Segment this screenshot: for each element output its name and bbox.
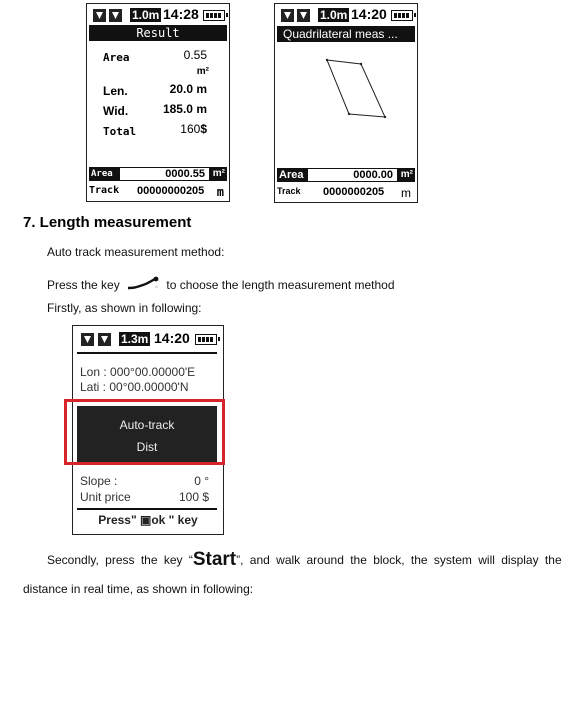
satellite-icon	[297, 9, 310, 22]
curve-key-icon	[125, 276, 161, 292]
row-label: Len.	[103, 84, 128, 98]
press-key-text-end: to choose the length measurement method	[166, 278, 395, 292]
result-row-total	[103, 122, 207, 140]
paragraph-firstly: Firstly, as shown in following:	[47, 301, 202, 315]
row-value: 20.0 m	[169, 82, 207, 96]
vertex-point	[360, 63, 362, 65]
area-field	[277, 168, 415, 182]
track-label: Track	[89, 185, 120, 196]
satellite-icon	[109, 9, 122, 22]
price-row	[80, 490, 209, 504]
result-screen	[86, 3, 230, 202]
satellite-icon	[93, 9, 106, 22]
row-value	[180, 122, 207, 136]
menu-highlight-box	[64, 399, 225, 465]
status-divider	[77, 352, 217, 354]
satellite-icon	[98, 333, 111, 346]
row-value: 185.0 m	[162, 102, 207, 116]
area-unit: m²	[212, 168, 225, 179]
paragraph-press-key	[47, 276, 395, 292]
track-unit: m	[216, 185, 224, 199]
row-label: Area	[103, 51, 130, 64]
vertex-point	[348, 113, 350, 115]
price-label: Unit price	[80, 490, 131, 504]
clock: 14:28	[163, 6, 199, 22]
total-unit: $	[200, 122, 207, 136]
slope-row	[80, 474, 209, 488]
row-label: Total	[103, 125, 137, 138]
scale-badge: 1.3m	[121, 332, 149, 346]
status-bar	[275, 4, 417, 28]
longitude: Lon : 000°00.00000'E	[80, 365, 196, 379]
press-ok-hint: Press" ▣ok " key	[98, 513, 198, 527]
row-value: 0.55	[183, 48, 207, 62]
scale-badge: 1.0m	[320, 8, 348, 22]
price-value: 100 $	[178, 490, 209, 504]
track-unit: m	[401, 186, 411, 200]
start-key-label: Start	[192, 549, 237, 570]
total-number: 160	[180, 122, 201, 136]
track-row	[89, 185, 227, 199]
result-row-width	[103, 102, 207, 120]
slope-label: Slope :	[80, 474, 118, 488]
section-heading: 7. Length measurement	[23, 214, 192, 231]
clock: 14:20	[154, 330, 190, 346]
satellite-icon	[81, 333, 94, 346]
screen-title: Result	[89, 25, 227, 41]
result-row-length	[103, 82, 207, 100]
area-field	[89, 167, 227, 181]
vertex-point	[384, 116, 386, 118]
quadrilateral-screen	[274, 3, 418, 203]
secondly-text: Secondly, press the key “	[47, 553, 193, 567]
press-key-text: Press the key	[47, 278, 120, 292]
area-label: Area	[91, 169, 113, 179]
area-label: Area	[279, 169, 304, 181]
row-unit: m²	[196, 66, 209, 77]
satellite-icon	[281, 9, 294, 22]
footer-divider	[77, 508, 217, 510]
latitude: Lati : 00°00.00000'N	[80, 380, 189, 394]
screen-title: Quadrilateral meas ...	[277, 26, 415, 42]
menu-item-dist[interactable]: Dist	[136, 440, 158, 454]
paragraph-secondly	[47, 549, 562, 571]
battery-icon	[203, 10, 225, 21]
menu-item-auto-track[interactable]: Auto-track	[119, 418, 175, 432]
status-bar	[73, 326, 223, 350]
area-value: 0000.00	[308, 169, 397, 181]
slope-value: 0 °	[194, 474, 209, 488]
secondly-text-end: ”, and walk around the block, the system will display the	[236, 553, 562, 567]
battery-icon	[195, 334, 217, 345]
area-unit: m²	[400, 169, 413, 180]
track-value: 0000000205	[323, 186, 385, 198]
paragraph-auto-track: Auto track measurement method:	[47, 245, 225, 259]
battery-icon	[391, 10, 413, 21]
track-row	[277, 186, 415, 200]
row-label: Wid.	[103, 104, 129, 118]
track-value: 00000000205	[137, 185, 205, 197]
track-label: Track	[277, 186, 301, 196]
clock: 14:20	[351, 6, 387, 22]
vertex-point	[326, 59, 328, 61]
area-value: 0000.55	[120, 168, 209, 180]
scale-badge: 1.0m	[132, 8, 160, 22]
result-row-area	[103, 48, 211, 66]
paragraph-distance: distance in real time, as shown in following:	[23, 582, 254, 596]
quadrilateral-outline	[327, 60, 385, 117]
quadrilateral-shape	[277, 44, 417, 164]
